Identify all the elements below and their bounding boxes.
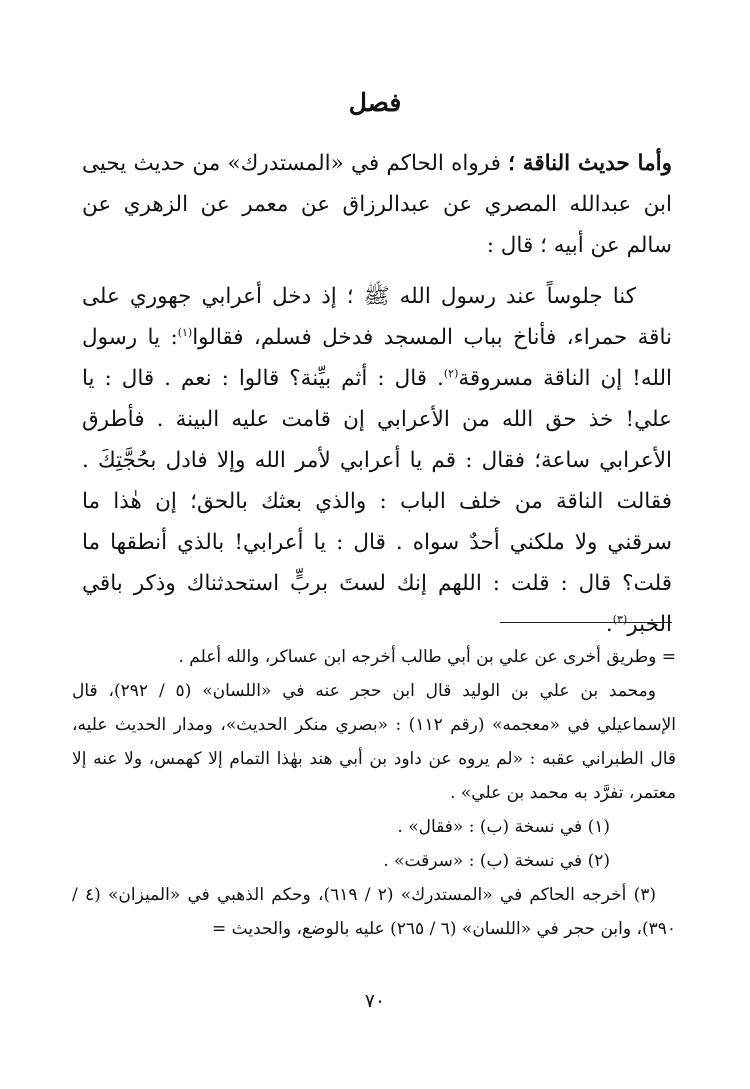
hadith-text-part-1: كنا جلوساً عند رسول الله ﷺ ؛ إذ دخل أعرابي جهوري على ناقة حمراء، فأناخ بباب المسجد فدخل فسلم، فقالوا xyxy=(82,284,672,350)
footnote-3: (٣) أخرجه الحاكم في «المستدرك» (٢ / ٦١٩)، وحكم الذهبي في «الميزان» (٤ / ٣٩٠)، وابن حجر في «اللسان» (٦ / ٢٦٥) عليه بالوضع، والحديث = xyxy=(72,885,676,939)
footnote-ref-1: (١) xyxy=(177,325,193,339)
footnote-ref-2: (٢) xyxy=(443,366,459,380)
hadith-text-part-4: . xyxy=(605,612,613,637)
footnote-1: (١) في نسخة (ب) : «فقال» . xyxy=(397,817,610,837)
footnote-paragraph: ومحمد بن علي بن الوليد قال ابن حجر عنه في «اللسان» (٥ / ٢٩٢)، قال الإسماعيلي في «معجمه» (رقم ١١٢) : «بصري منكر الحديث»، ومدار الحديث عليه، قال الطبراني عقبه : «لم يروه عن داود بن أبي هند بهٰذا التمام إلا كهمس، ولا عنه إلا معتمر، تفرَّد به محمد بن علي» . xyxy=(72,681,676,803)
hadith-paragraph xyxy=(82,276,672,645)
intro-text: فرواه الحاكم في «المستدرك» من حديث يحيى ابن عبدالله المصري عن عبدالرزاق عن معمر عن الزهري عن سالم عن أبيه ؛ قال : xyxy=(82,151,672,258)
hadith-text-part-3: . قال : أثم بيِّنة؟ قالوا : نعم . قال : يا علي! خذ حق الله من الأعرابي إن قامت عليه البينة . فأطرق الأعرابي ساعة؛ فقال : قم يا أعرابي لأمر الله وإلا فادل بحُجَّتِكَ . فقالت الناقة من خلف الباب : والذي بعثك بالحق؛ إن هٰذا ما سرقني ولا ملكني أحدٌ سواه . قال : يا أعرابي! بالذي أنطقها ما قلت؟ قال : قلت : اللهم إنك لستَ بربٍّ استحدثناك وذكر باقي الخبر xyxy=(82,366,672,637)
footnote-separator xyxy=(500,622,672,623)
intro-lead: وأما حديث الناقة ؛ xyxy=(508,151,672,176)
hadith-text-part-2: : يا رسول الله! إن الناقة مسروقة xyxy=(82,325,672,391)
section-heading: فصل xyxy=(348,88,402,117)
footnote-continuation: = وطريق أخرى عن علي بن أبي طالب أخرجه ابن عساكر، والله أعلم . xyxy=(178,647,676,667)
footnote-2: (٢) في نسخة (ب) : «سرقت» . xyxy=(383,851,610,871)
footnote-ref-3: (٣) xyxy=(612,612,628,626)
footnotes-block xyxy=(72,640,676,946)
intro-paragraph xyxy=(82,143,672,266)
page-number: ٧٠ xyxy=(364,990,386,1012)
